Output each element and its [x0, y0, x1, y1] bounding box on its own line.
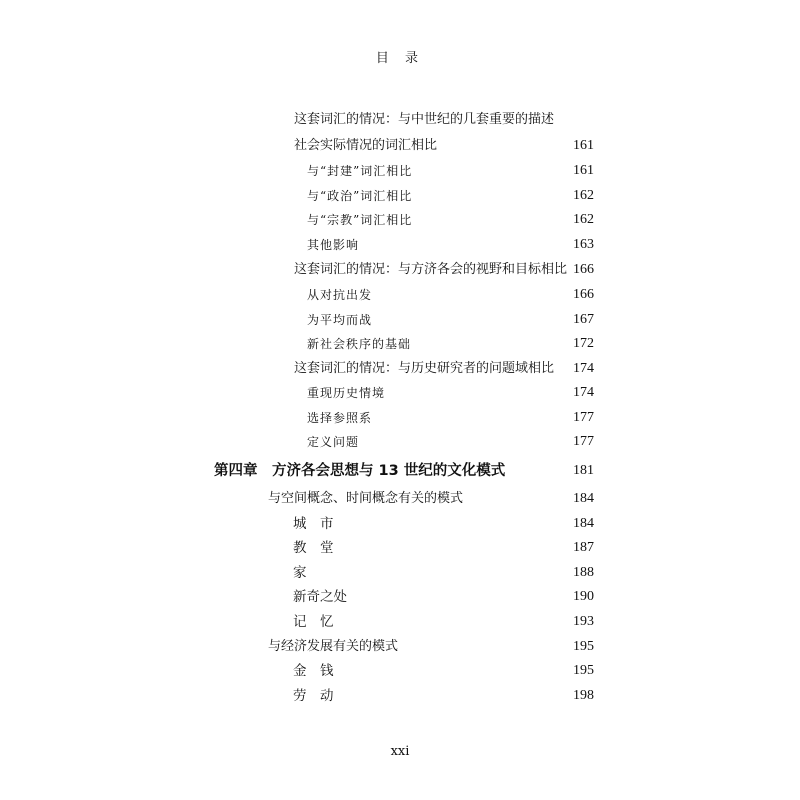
toc-entry[interactable] — [293, 562, 594, 584]
toc-entry-page: 177 — [573, 410, 594, 425]
toc-entry-page: 162 — [573, 212, 594, 227]
toc-entry[interactable] — [307, 431, 594, 453]
toc-entry[interactable] — [293, 685, 594, 707]
toc-entry[interactable] — [307, 209, 594, 231]
toc-entry[interactable] — [294, 135, 594, 157]
toc-entry-title: 重现历史情境 — [307, 386, 386, 400]
toc-entry[interactable] — [293, 611, 594, 633]
toc-entry[interactable] — [307, 234, 594, 256]
toc-entry-title: 新奇之处 — [293, 589, 347, 605]
toc-entry-page: 184 — [573, 491, 594, 506]
toc-entry[interactable] — [268, 488, 594, 510]
toc-entry-title: 其他影响 — [307, 238, 360, 252]
toc-entry[interactable] — [293, 586, 594, 608]
toc-entry-page: 195 — [573, 663, 594, 678]
toc-entry-page: 161 — [573, 163, 594, 178]
toc-entry-title: 社会实际情况的词汇相比 — [294, 138, 438, 153]
toc-entry[interactable] — [307, 309, 594, 331]
page-number: xxi — [390, 744, 410, 759]
toc-entry-page: 166 — [573, 287, 594, 302]
toc-entry-title: 教 堂 — [293, 540, 334, 556]
toc-entry-title: 这套词汇的情况：与方济各会的视野和目标相比 — [294, 262, 568, 277]
toc-entry-title: 记 忆 — [293, 614, 334, 630]
toc-entry-page: 195 — [573, 639, 594, 654]
toc-entry-title: 与“政治”词汇相比 — [307, 189, 413, 203]
toc-entry-title: 从对抗出发 — [307, 288, 373, 302]
toc-entry-title: 与经济发展有关的模式 — [268, 639, 399, 654]
toc-entry-title: 这套词汇的情况：与中世纪的几套重要的描述 — [294, 112, 555, 127]
toc-entry-page: 193 — [573, 614, 594, 629]
toc-entry-title: 与“封建”词汇相比 — [307, 164, 413, 178]
page-header: 目 录 — [375, 51, 425, 66]
toc-entry-page: 187 — [573, 540, 594, 555]
toc-entry-title: 定义问题 — [307, 435, 360, 449]
toc-entry[interactable] — [307, 333, 594, 355]
toc-entry-page: 163 — [573, 237, 594, 252]
toc-entry-page: 174 — [573, 361, 594, 376]
toc-entry[interactable] — [294, 358, 594, 380]
toc-entry-page: 190 — [573, 589, 594, 604]
toc-entry-title: 选择参照系 — [307, 411, 373, 425]
toc-entry[interactable] — [268, 636, 594, 658]
toc-entry-page: 162 — [573, 188, 594, 203]
toc-entry[interactable] — [307, 407, 594, 429]
toc-entry[interactable] — [307, 160, 594, 182]
toc-entry-title: 劳 动 — [293, 688, 334, 704]
toc-entry[interactable] — [294, 259, 594, 281]
toc-entry[interactable] — [294, 109, 594, 131]
toc-entry[interactable] — [307, 382, 594, 404]
toc-entry-page: 198 — [573, 688, 594, 703]
toc-entry-title: 城 市 — [293, 516, 334, 532]
toc-entry-title: 新社会秩序的基础 — [307, 337, 412, 351]
toc-entry[interactable] — [293, 513, 594, 535]
toc-entry-title: 与空间概念、时间概念有关的模式 — [268, 491, 464, 506]
toc-entry-title: 金 钱 — [293, 663, 334, 679]
toc-entry[interactable] — [293, 660, 594, 682]
toc-entry-page: 177 — [573, 434, 594, 449]
toc-entry-page: 172 — [573, 336, 594, 351]
toc-entry[interactable] — [307, 284, 594, 306]
toc-entry-title: 为平均而战 — [307, 313, 373, 327]
toc-entry-title: 这套词汇的情况：与历史研究者的问题域相比 — [294, 361, 555, 376]
toc-entry-title: 家 — [293, 565, 307, 581]
toc-entry-page: 167 — [573, 312, 594, 327]
toc-entry-page: 166 — [573, 262, 594, 277]
toc-entry[interactable] — [307, 185, 594, 207]
toc-entry-title: 第四章 方济各会思想与 13 世纪的文化模式 — [214, 463, 506, 479]
toc-entry-page: 181 — [573, 463, 594, 478]
toc-entry[interactable] — [293, 537, 594, 559]
toc-entry-page: 188 — [573, 565, 594, 580]
toc-entry-title: 与“宗教”词汇相比 — [307, 213, 413, 227]
toc-entry-page: 184 — [573, 516, 594, 531]
toc-chapter-entry[interactable] — [214, 460, 594, 482]
toc-entry-page: 174 — [573, 385, 594, 400]
toc-entry-page: 161 — [573, 138, 594, 153]
